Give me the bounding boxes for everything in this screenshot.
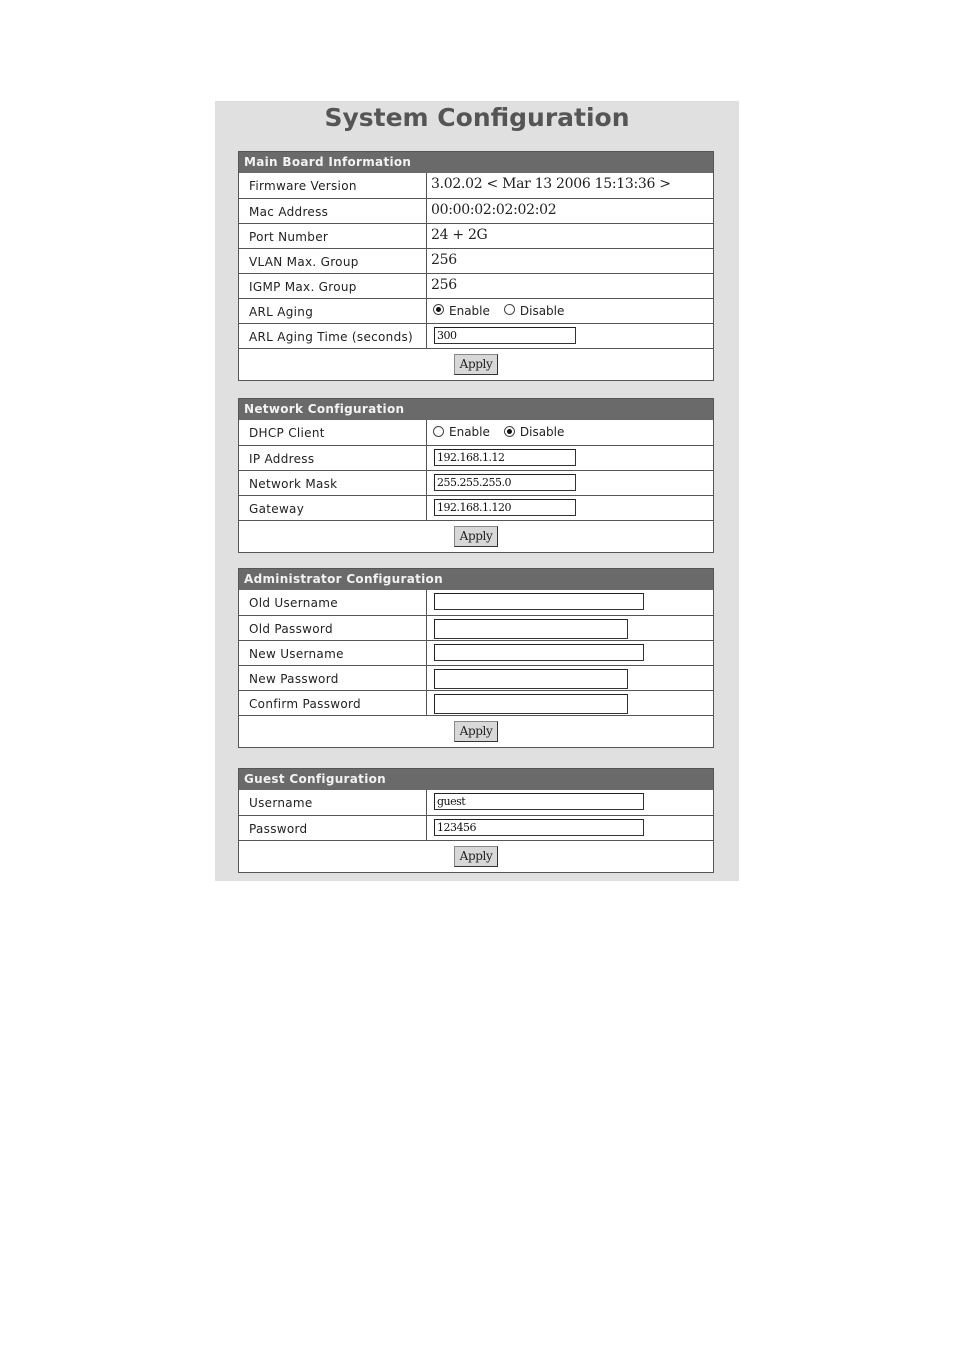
old-password-input[interactable] [434, 619, 628, 639]
dhcp-enable-label: Enable [449, 425, 490, 439]
guest-password-row [239, 815, 713, 840]
confirm-password-row [239, 690, 713, 715]
new-password-label: New Password [239, 666, 427, 690]
gateway-label: Gateway [239, 496, 427, 520]
vlan-value: 256 [431, 252, 457, 268]
vlan-label: VLAN Max. Group [239, 249, 427, 273]
main-board-header: Main Board Information [239, 152, 713, 173]
new-password-input[interactable] [434, 669, 628, 689]
guest-password-input[interactable]: 123456 [434, 819, 644, 836]
arl-aging-disable-radio[interactable] [504, 304, 515, 315]
network-section [238, 398, 714, 553]
igmp-label: IGMP Max. Group [239, 274, 427, 298]
guest-username-row [239, 790, 713, 815]
guest-section [238, 768, 714, 873]
main-board-section [238, 151, 714, 381]
dhcp-label: DHCP Client [239, 420, 427, 445]
old-username-input[interactable] [434, 593, 644, 610]
new-username-row [239, 640, 713, 665]
ip-input[interactable]: 192.168.1.12 [434, 449, 576, 466]
arl-aging-enable-label: Enable [449, 303, 490, 318]
ip-row [239, 445, 713, 470]
arl-aging-disable-label: Disable [519, 303, 565, 318]
admin-apply-row [239, 715, 713, 747]
new-password-row [239, 665, 713, 690]
vlan-row [239, 248, 713, 273]
arl-aging-radio-group [427, 299, 578, 323]
dhcp-enable-radio[interactable] [433, 426, 444, 437]
old-password-row [239, 615, 713, 640]
guest-apply-button[interactable]: Apply [454, 846, 499, 867]
main-board-apply-button[interactable]: Apply [454, 354, 499, 375]
new-username-label: New Username [239, 641, 427, 665]
page-title: System Configuration [324, 103, 630, 132]
old-password-label: Old Password [239, 616, 427, 640]
ip-label: IP Address [239, 446, 427, 470]
network-header: Network Configuration [239, 399, 713, 420]
arl-aging-time-label: ARL Aging Time (seconds) [239, 324, 427, 348]
admin-apply-button[interactable]: Apply [454, 721, 499, 742]
firmware-label: Firmware Version [239, 173, 427, 198]
guest-apply-row [239, 840, 713, 872]
admin-header: Administrator Configuration [239, 569, 713, 590]
firmware-row [239, 173, 713, 198]
mask-row [239, 470, 713, 495]
firmware-value: 3.02.02 < Mar 13 2006 15:13:36 > [431, 176, 671, 192]
guest-username-label: Username [239, 790, 427, 815]
guest-username-input[interactable]: guest [434, 793, 644, 810]
mask-label: Network Mask [239, 471, 427, 495]
network-apply-button[interactable]: Apply [454, 526, 499, 547]
admin-section [238, 568, 714, 748]
new-username-input[interactable] [434, 644, 644, 661]
arl-aging-enable-radio[interactable] [433, 304, 444, 315]
igmp-row [239, 273, 713, 298]
dhcp-disable-label: Disable [519, 425, 565, 439]
port-label: Port Number [239, 224, 427, 248]
guest-password-label: Password [239, 816, 427, 840]
confirm-password-label: Confirm Password [239, 691, 427, 715]
port-row [239, 223, 713, 248]
old-username-row [239, 590, 713, 615]
mac-value: 00:00:02:02:02:02 [431, 202, 557, 218]
mac-row [239, 198, 713, 223]
network-apply-row [239, 520, 713, 552]
dhcp-row [239, 420, 713, 445]
old-username-label: Old Username [239, 590, 427, 615]
config-panel [215, 101, 739, 881]
confirm-password-input[interactable] [434, 694, 628, 714]
igmp-value: 256 [431, 277, 457, 293]
main-board-apply-row [239, 348, 713, 380]
gateway-row [239, 495, 713, 520]
mask-input[interactable]: 255.255.255.0 [434, 474, 576, 491]
gateway-input[interactable]: 192.168.1.120 [434, 499, 576, 516]
dhcp-disable-radio[interactable] [504, 426, 515, 437]
guest-header: Guest Configuration [239, 769, 713, 790]
dhcp-radio-group [427, 420, 578, 445]
mac-label: Mac Address [239, 199, 427, 223]
port-value: 24 + 2G [431, 227, 488, 243]
arl-aging-time-input[interactable]: 300 [434, 327, 576, 344]
arl-aging-row [239, 298, 713, 323]
arl-aging-time-row [239, 323, 713, 348]
arl-aging-label: ARL Aging [239, 299, 427, 323]
